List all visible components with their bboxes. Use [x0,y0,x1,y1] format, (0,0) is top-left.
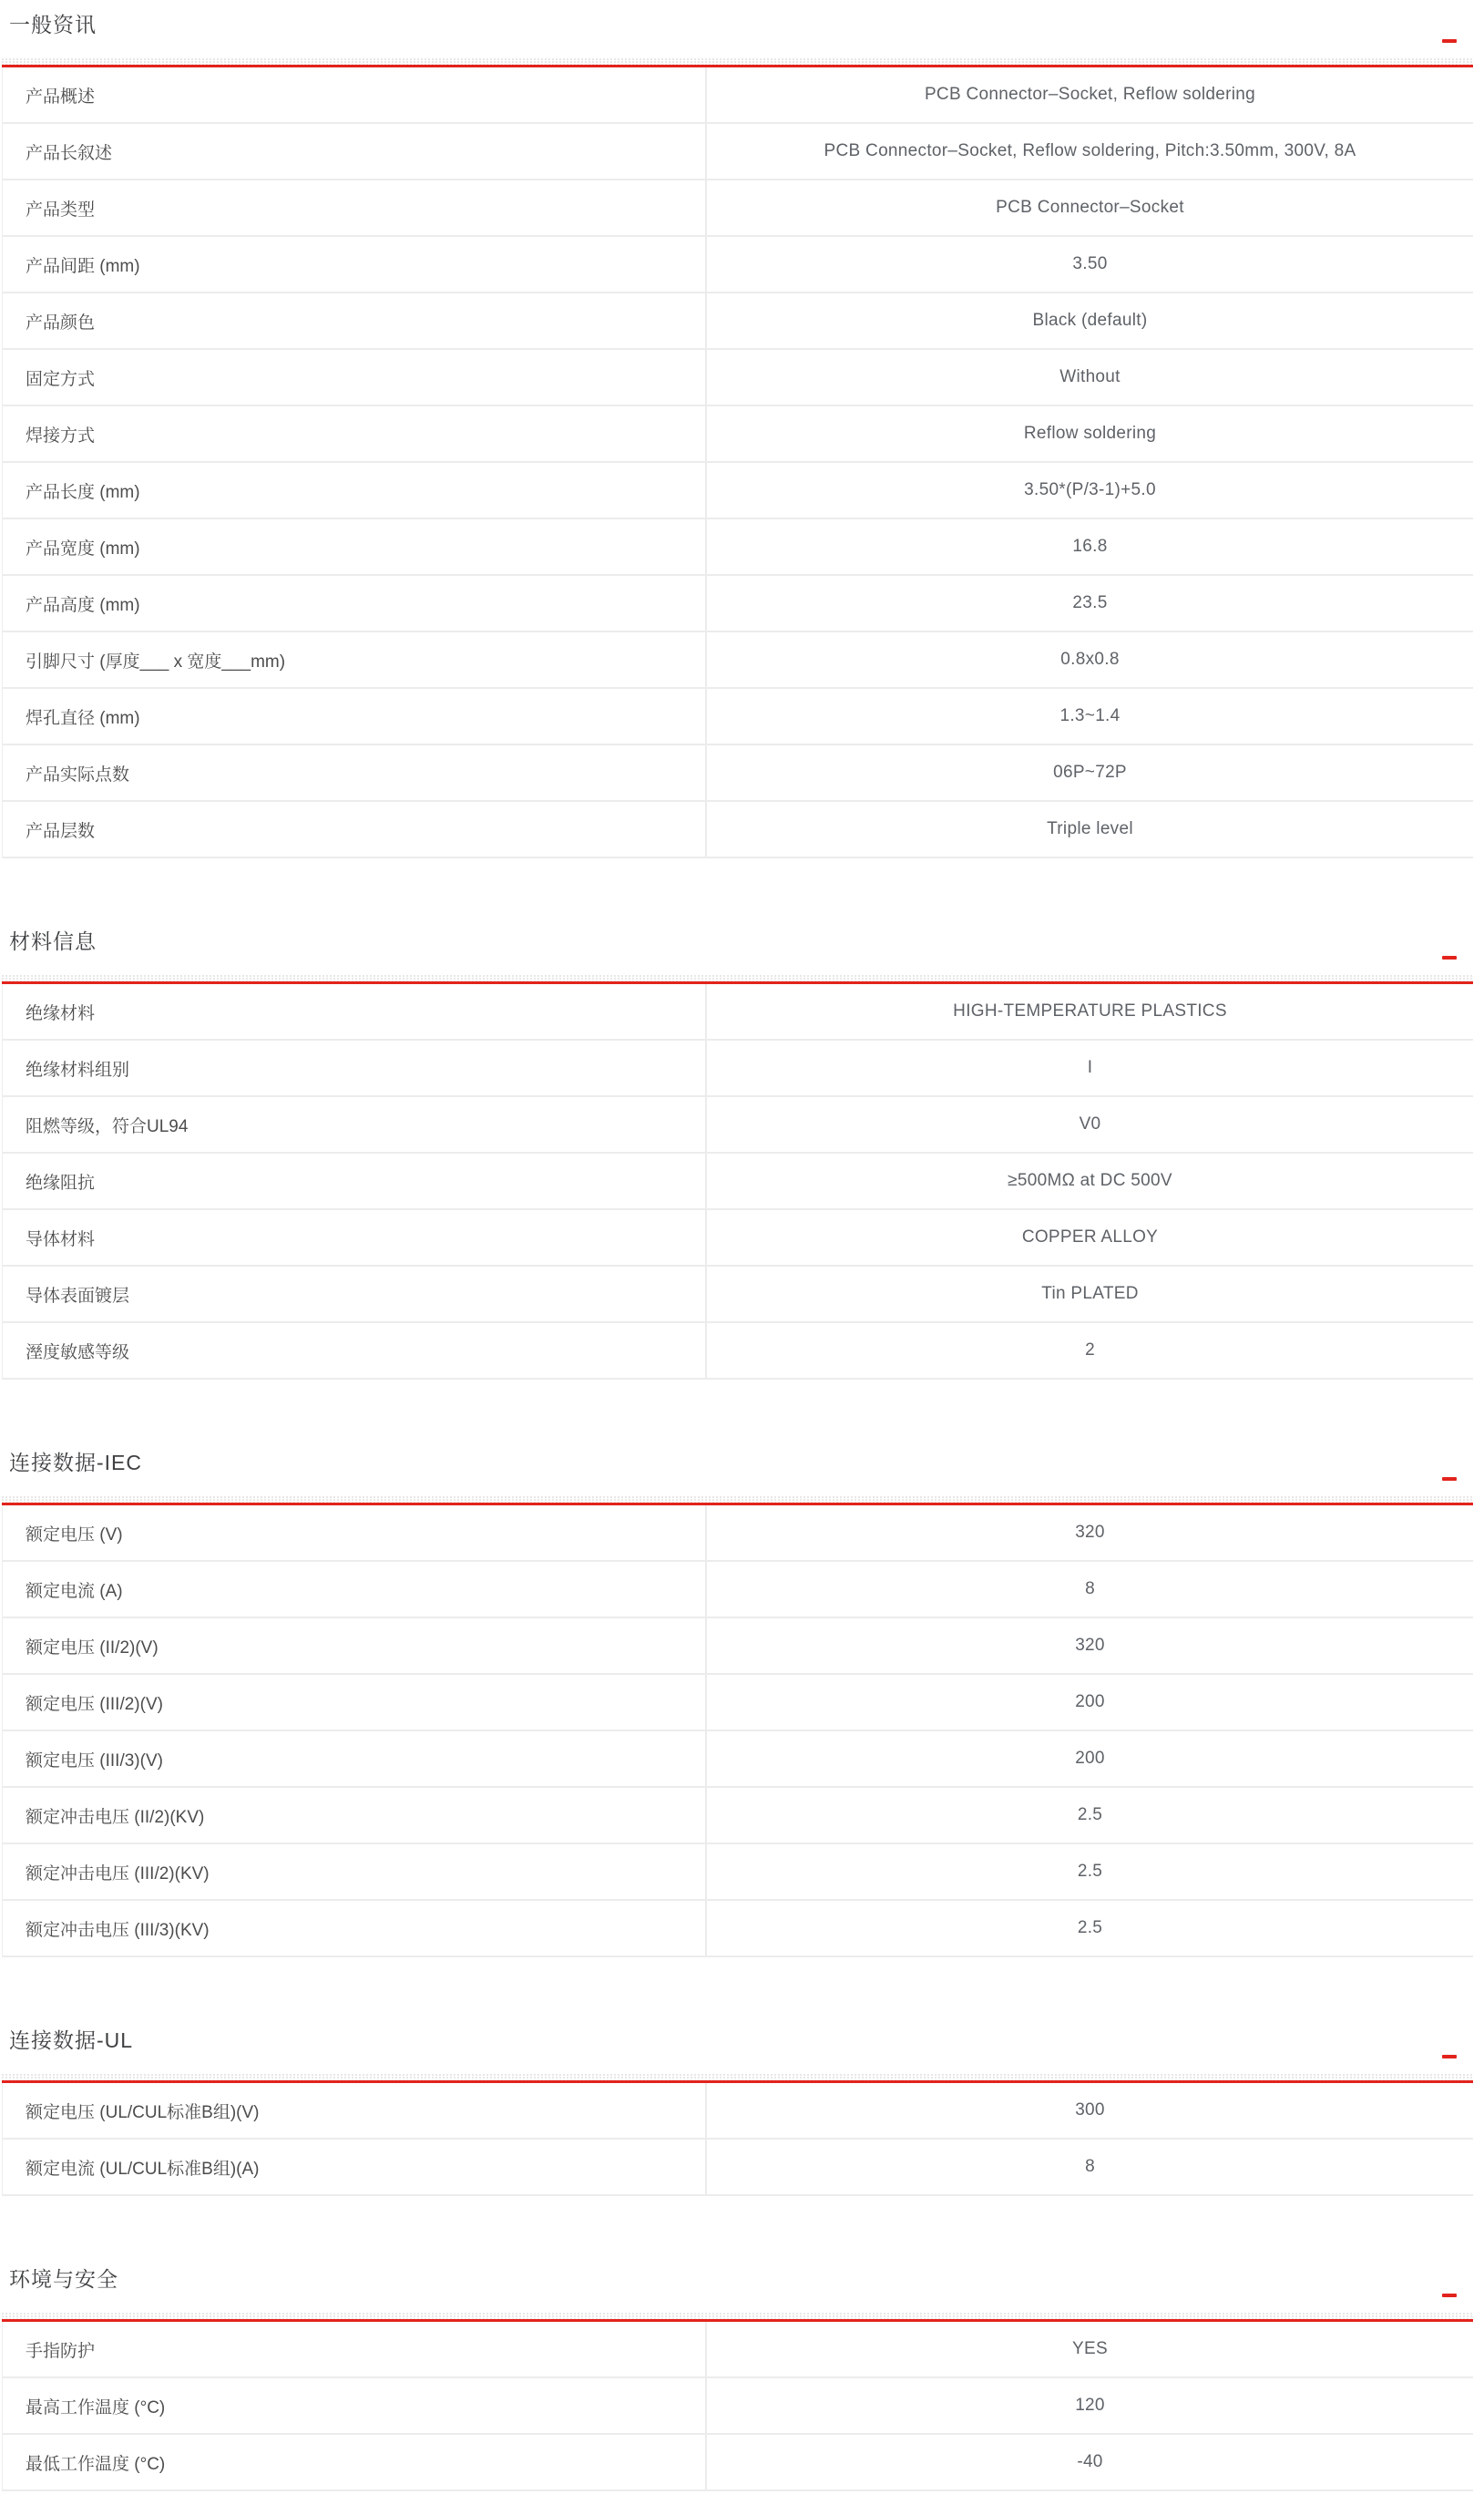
table-row [3,124,1473,180]
row-value: Tin PLATED [705,1267,1473,1321]
row-value: 8 [705,2140,1473,2194]
row-label: 额定电压 (III/2)(V) [26,1694,163,1714]
dotted-divider [2,2073,1473,2080]
row-value: Without [705,350,1473,405]
table-row [3,519,1473,576]
row-label: 产品宽度 (mm) [26,539,140,559]
table-row [3,2083,1473,2140]
row-label: 溼度敏感等级 [26,1342,130,1362]
row-label: 产品类型 [26,200,96,220]
row-value: 2 [705,1323,1473,1378]
table-row [3,1154,1473,1210]
table-row [3,67,1473,124]
row-label: 额定电压 (UL/CUL标准B组)(V) [26,2102,260,2122]
row-value: Triple level [705,802,1473,857]
row-value: Reflow soldering [705,406,1473,461]
table-row [3,1675,1473,1731]
row-label: 焊接方式 [26,426,96,446]
table-row [3,1097,1473,1154]
section-header [2,928,1473,974]
row-label: 额定电压 (II/2)(V) [26,1637,159,1658]
row-label: 产品长度 (mm) [26,482,140,502]
dotted-divider [2,57,1473,65]
section-header [2,2265,1473,2312]
table-row [3,1844,1473,1901]
table-row [3,984,1473,1041]
collapse-minus-icon[interactable] [1442,2055,1457,2058]
row-value: ≥500MΩ at DC 500V [705,1154,1473,1208]
table-row [3,2322,1473,2378]
spec-table [2,1505,1473,1957]
table-row [3,1562,1473,1618]
row-label: 绝缘阻抗 [26,1173,96,1193]
dotted-divider [2,1495,1473,1503]
table-row [3,1267,1473,1323]
row-label: 产品层数 [26,821,96,841]
row-label: 产品实际点数 [26,765,130,785]
section-title: 材料信息 [9,929,97,953]
row-value: 06P~72P [705,745,1473,800]
table-row [3,1618,1473,1675]
row-value: -40 [705,2435,1473,2489]
table-row [3,745,1473,802]
row-label: 固定方式 [26,369,96,389]
row-label: 产品概述 [26,87,96,107]
table-row [3,350,1473,406]
row-label: 额定电流 (UL/CUL标准B组)(A) [26,2159,260,2179]
collapse-minus-icon[interactable] [1442,1477,1457,1481]
dotted-divider [2,2312,1473,2319]
section-title: 连接数据-IEC [9,1451,142,1474]
row-value: 320 [705,1618,1473,1673]
row-value: 320 [705,1505,1473,1560]
row-value: 2.5 [705,1844,1473,1899]
spec-section [2,1449,1473,1957]
row-value: 16.8 [705,519,1473,574]
row-value: 300 [705,2083,1473,2138]
row-label: 导体材料 [26,1229,96,1249]
row-value: PCB Connector–Socket, Reflow soldering [705,67,1473,122]
row-label: 产品长叙述 [26,143,113,163]
table-row [3,689,1473,745]
table-row [3,2435,1473,2491]
row-label: 最高工作温度 (°C) [26,2397,166,2417]
row-label: 额定电压 (III/3)(V) [26,1750,163,1771]
row-value: 0.8x0.8 [705,632,1473,687]
row-value: 2.5 [705,1788,1473,1843]
section-title: 环境与安全 [9,2267,118,2291]
row-label: 绝缘材料 [26,1003,96,1023]
spec-table [2,2083,1473,2196]
table-row [3,463,1473,519]
row-value: 23.5 [705,576,1473,631]
row-label: 额定冲击电压 (III/3)(KV) [26,1920,210,1940]
table-row [3,2378,1473,2435]
table-row [3,632,1473,689]
row-label: 额定电压 (V) [26,1524,123,1545]
spec-table [2,2322,1473,2491]
row-value: 3.50 [705,237,1473,292]
spec-section [2,2265,1473,2491]
row-label: 额定冲击电压 (II/2)(KV) [26,1807,205,1827]
row-label: 手指防护 [26,2341,96,2361]
row-label: 引脚尺寸 (厚度___ x 宽度___mm) [26,652,286,672]
row-label: 导体表面镀层 [26,1286,130,1306]
collapse-minus-icon[interactable] [1442,2294,1457,2297]
spec-section [2,11,1473,858]
section-title: 连接数据-UL [9,2028,134,2052]
row-value: 8 [705,1562,1473,1617]
row-value: COPPER ALLOY [705,1210,1473,1265]
row-value: HIGH-TEMPERATURE PLASTICS [705,984,1473,1039]
row-label: 产品间距 (mm) [26,256,140,276]
row-value: V0 [705,1097,1473,1152]
table-row [3,1731,1473,1788]
row-value: YES [705,2322,1473,2376]
row-label: 绝缘材料组别 [26,1060,130,1080]
spec-table [2,67,1473,858]
row-value: PCB Connector–Socket, Reflow soldering, Pitch:3.50mm, 300V, 8A [705,124,1473,179]
table-row [3,293,1473,350]
table-row [3,1041,1473,1097]
row-label: 产品高度 (mm) [26,595,140,615]
row-value: 2.5 [705,1901,1473,1956]
row-label: 额定电流 (A) [26,1581,123,1601]
table-row [3,576,1473,632]
section-header [2,2027,1473,2073]
table-row [3,2140,1473,2196]
table-row [3,802,1473,858]
row-label: 产品颜色 [26,313,96,333]
table-row [3,406,1473,463]
row-value: 3.50*(P/3-1)+5.0 [705,463,1473,518]
table-row [3,1788,1473,1844]
row-value: Black (default) [705,293,1473,348]
table-row [3,180,1473,237]
row-label: 最低工作温度 (°C) [26,2454,166,2474]
section-title: 一般资讯 [9,13,97,36]
row-value: 200 [705,1675,1473,1730]
section-header [2,11,1473,57]
spec-section [2,928,1473,1380]
dotted-divider [2,974,1473,981]
spec-section [2,2027,1473,2196]
collapse-minus-icon[interactable] [1442,39,1457,43]
row-value: PCB Connector–Socket [705,180,1473,235]
row-label: 额定冲击电压 (III/2)(KV) [26,1863,210,1884]
table-row [3,1210,1473,1267]
table-row [3,237,1473,293]
spec-table [2,984,1473,1380]
row-value: I [705,1041,1473,1095]
collapse-minus-icon[interactable] [1442,956,1457,960]
table-row [3,1323,1473,1380]
row-value: 1.3~1.4 [705,689,1473,744]
row-label: 阻燃等级，符合UL94 [26,1116,189,1136]
row-label: 焊孔直径 (mm) [26,708,140,728]
row-value: 120 [705,2378,1473,2433]
table-row [3,1505,1473,1562]
table-row [3,1901,1473,1957]
section-header [2,1449,1473,1495]
row-value: 200 [705,1731,1473,1786]
